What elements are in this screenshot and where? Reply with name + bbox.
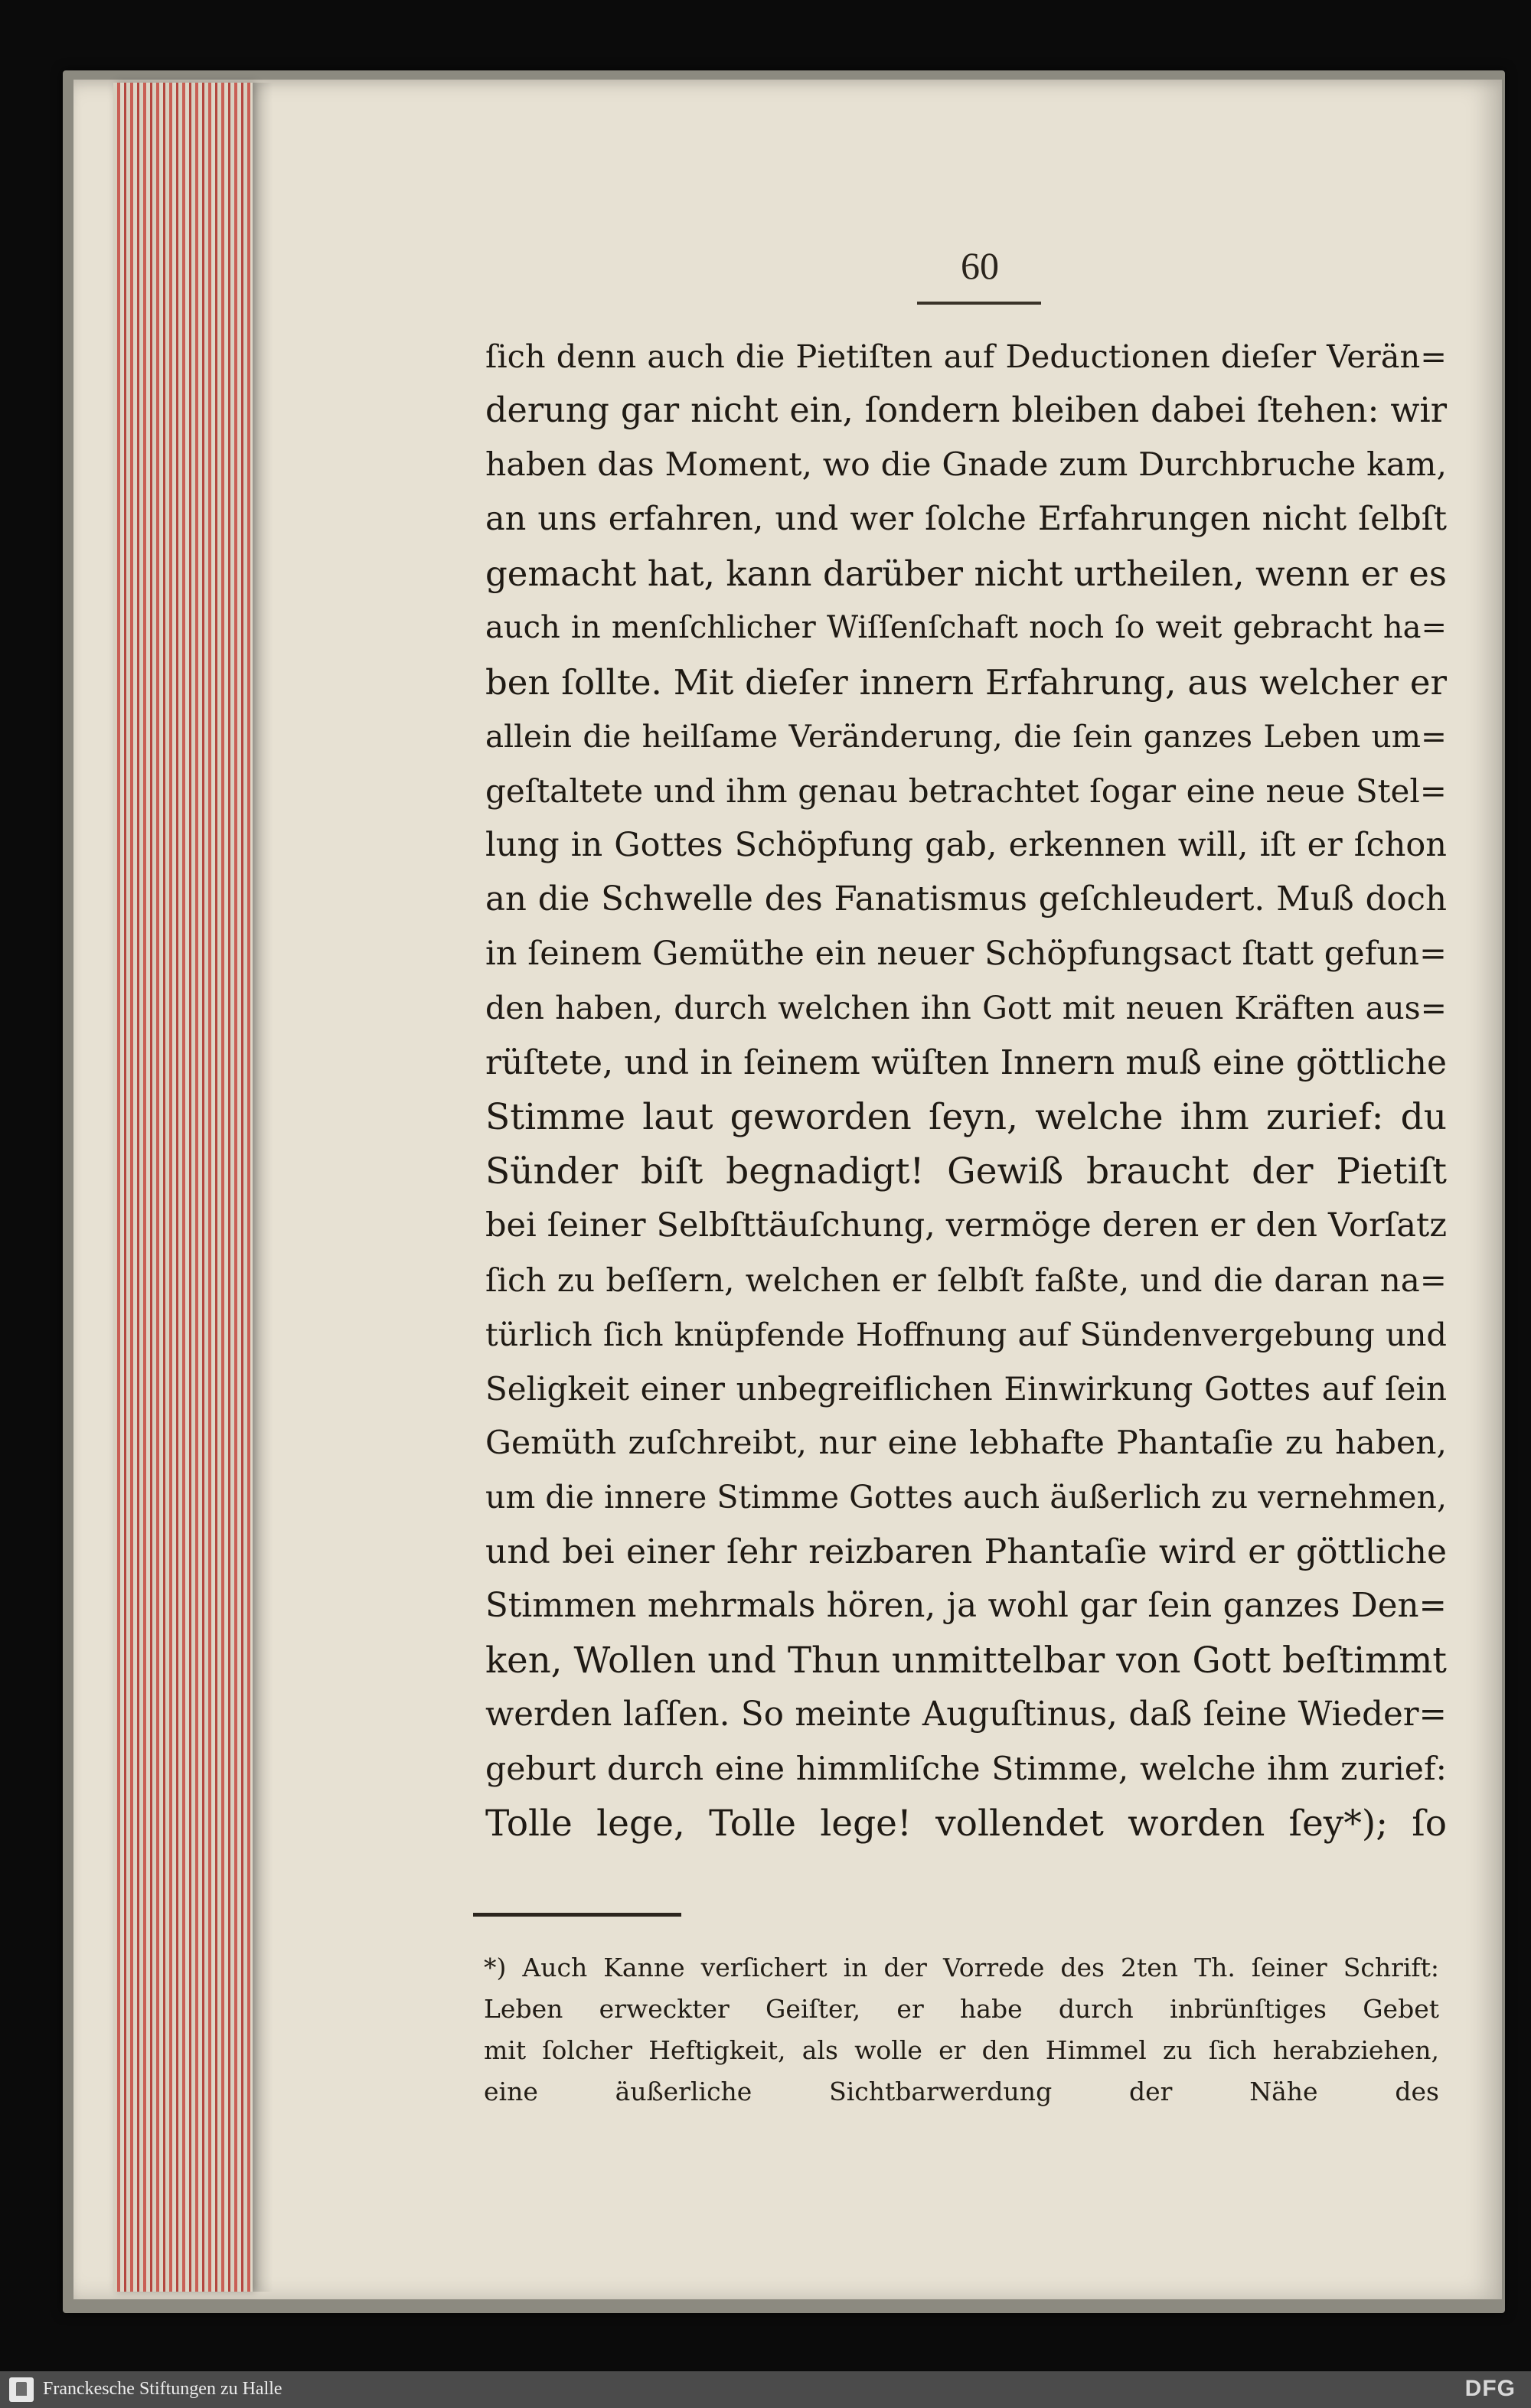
text-line: in ſeinem Gemüthe ein neuer Schöpfungsact ſtatt gefun= [485, 935, 1447, 973]
text-line: rüſtete, und in ſeinem wüſten Innern muß eine göttliche [485, 1043, 1447, 1082]
library-logo-icon [9, 2377, 34, 2402]
text-line: bei ſeiner Selbſttäuſchung, vermöge deren er den Vorſatz [485, 1206, 1447, 1245]
text-line: Sünder biſt begnadigt! Gewiß braucht der Pietiſt [485, 1150, 1447, 1193]
body-text [485, 329, 1447, 1851]
text-line: und bei einer ſehr reizbaren Phantaſie wird er göttliche [485, 1532, 1447, 1571]
page-number: 60 [961, 244, 999, 287]
text-line: ken, Wollen und Thun unmittelbar von Gott beſtimmt [485, 1640, 1447, 1681]
dfg-logo: DFG [1464, 2376, 1516, 2401]
text-line: ſich zu beſſern, welchen er ſelbſt faßte, und die daran na= [485, 1261, 1447, 1299]
text-line: Seligkeit einer unbegreiflichen Einwirkung Gottes auf ſein [485, 1370, 1447, 1408]
library-name: Franckesche Stiftungen zu Halle [43, 2379, 282, 2399]
page-edge-stack [113, 83, 253, 2292]
footnote-line: Leben erweckter Geiſter, er habe durch inbrünſtiges Gebet [484, 1994, 1439, 2024]
text-line: ben ſollte. Mit dieſer innern Erfahrung, aus welcher er [485, 662, 1447, 703]
text-line: an die Schwelle des Fanatismus geſchleudert. Muß doch [485, 880, 1447, 918]
footnote [484, 1947, 1439, 2113]
text-line: lung in Gottes Schöpfung gab, erkennen will, iſt er ſchon [485, 826, 1447, 864]
text-line: geſtaltete und ihm genau betrachtet ſogar eine neue Stel= [485, 772, 1447, 810]
text-line: gemacht hat, kann darüber nicht urtheilen, wenn er es [485, 553, 1447, 594]
text-line: werden laſſen. So meinte Auguſtinus, daß ſeine Wieder= [485, 1695, 1447, 1734]
text-line: allein die heilſame Veränderung, die ſein ganzes Leben um= [485, 718, 1447, 755]
viewer-footer-bar [0, 2371, 1531, 2408]
footnote-line: *) Auch Kanne verſichert in der Vorrede des 2ten Th. ſeiner Schrift: [484, 1953, 1439, 1982]
text-line: derung gar nicht ein, ſondern bleiben dabei ſtehen: wir [485, 391, 1447, 430]
text-line: Stimme laut geworden ſeyn, welche ihm zurief: du [485, 1096, 1447, 1138]
text-line: an uns erfahren, und wer ſolche Erfahrungen nicht ſelbſt [485, 500, 1447, 538]
text-line: auch in menſchlicher Wiſſenſchaft noch ſo weit gebracht ha= [485, 610, 1447, 645]
text-line: Gemüth zuſchreibt, nur eine lebhafte Phantaſie zu haben, [485, 1424, 1447, 1462]
text-line: ſich denn auch die Pietiſten auf Deductionen dieſer Verän= [485, 338, 1447, 375]
text-line: Stimmen mehrmals hören, ja wohl gar ſein ganzes Den= [485, 1587, 1447, 1625]
footnote-rule [473, 1913, 681, 1917]
gutter-shadow [253, 83, 273, 2292]
text-line: Tolle lege, Tolle lege! vollendet worden ſey*); ſo [485, 1803, 1447, 1845]
text-line: geburt durch eine himmliſche Stimme, welche ihm zurief: [485, 1751, 1447, 1788]
footnote-line: eine äußerliche Sichtbarwerdung der Nähe des [484, 2077, 1439, 2106]
page-number-rule [917, 302, 1041, 305]
text-line: türlich ſich knüpfende Hoffnung auf Sündenvergebung und [485, 1316, 1447, 1353]
text-line: den haben, durch welchen ihn Gott mit neuen Kräften aus= [485, 990, 1447, 1026]
footnote-line: mit ſolcher Heftigkeit, als wolle er den Himmel zu ſich herabziehen, [484, 2035, 1439, 2065]
text-line: haben das Moment, wo die Gnade zum Durchbruche kam, [485, 446, 1447, 484]
text-line: um die innere Stimme Gottes auch äußerlich zu vernehmen, [485, 1479, 1447, 1516]
